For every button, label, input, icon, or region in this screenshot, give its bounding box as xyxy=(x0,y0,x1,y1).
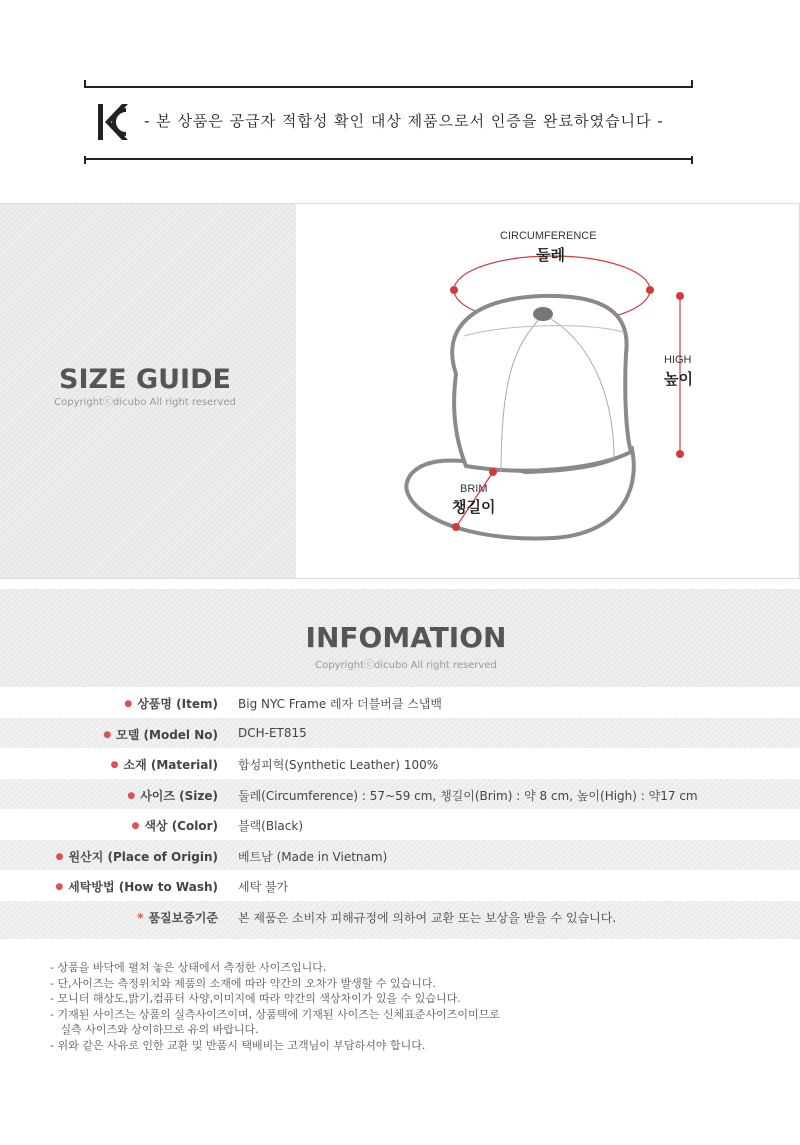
brim-point xyxy=(452,523,460,531)
information-copyright: Copyrightⓒdicubo All right reserved xyxy=(315,660,497,671)
bullet-icon: ● xyxy=(55,882,64,892)
info-key: ● 색상 (Color) xyxy=(131,819,218,833)
brim-label-en: BRIM xyxy=(460,483,488,495)
note-line: - 위와 같은 사유로 인한 교환 및 반품시 택배비는 고객님이 부담하셔야 합니다. xyxy=(50,1038,426,1052)
high-label-ko: 높이 xyxy=(664,370,693,388)
info-value: DCH-ET815 xyxy=(238,725,307,740)
cap-crown-outline xyxy=(452,296,631,471)
height-point xyxy=(676,450,684,458)
information-table xyxy=(0,687,800,939)
bullet-icon: ● xyxy=(131,821,140,831)
cap-button xyxy=(533,307,553,321)
info-row-color xyxy=(0,809,800,840)
note-line: - 상품을 바닥에 펼쳐 놓은 상태에서 측정한 사이즈입니다. xyxy=(50,961,327,974)
circumference-label-ko: 둘레 xyxy=(536,246,565,264)
info-value: 합성피혁(Synthetic Leather) 100% xyxy=(238,758,439,772)
bullet-icon: ● xyxy=(124,699,133,709)
info-key: ● 상품명 (Item) xyxy=(124,697,218,711)
info-value: 세탁 불가 xyxy=(238,880,289,894)
banner-corner-tick xyxy=(84,156,86,164)
info-key: ● 소재 (Material) xyxy=(110,758,218,772)
kc-notice-text: - 본 상품은 공급자 적합성 확인 대상 제품으로서 인증을 완료하였습니다 - xyxy=(144,112,664,130)
banner-corner-tick xyxy=(84,80,86,88)
brim-point xyxy=(489,468,497,476)
info-key: ● 모델 (Model No) xyxy=(103,727,218,742)
info-row-material xyxy=(0,748,800,779)
bullet-icon: ● xyxy=(110,760,119,770)
asterisk-icon: * xyxy=(137,910,144,925)
information-header xyxy=(0,589,800,687)
info-row-model xyxy=(0,718,800,749)
bullet-icon: ● xyxy=(55,851,64,862)
note-line: - 모니터 해상도,밝기,컴퓨터 사양,이미지에 따라 약간의 색상차이가 있을 수 있습니다. xyxy=(50,992,461,1005)
kc-mark-icon xyxy=(96,100,130,144)
info-row-item xyxy=(0,687,800,718)
info-row-origin xyxy=(0,840,800,871)
info-key: ● 세탁방법 (How to Wash) xyxy=(55,880,218,894)
info-value: 블랙(Black) xyxy=(238,819,304,833)
info-row-size xyxy=(0,779,800,810)
info-key: ● 원산지 (Place of Origin) xyxy=(55,849,218,864)
note-line: - 기재된 사이즈는 상품의 실측사이즈이며, 상품택에 기재된 사이즈는 신체표준사이즈이미므로 xyxy=(50,1007,500,1021)
size-guide-diagram-area xyxy=(296,204,800,578)
size-guide-title: SIZE GUIDE xyxy=(59,364,231,395)
circumference-label-en: CIRCUMFERENCE xyxy=(500,230,597,242)
size-guide-panel xyxy=(0,203,800,579)
height-point xyxy=(676,292,684,300)
kc-certification-banner xyxy=(84,86,693,159)
banner-corner-tick xyxy=(691,80,693,88)
information-title: INFOMATION xyxy=(305,621,507,654)
info-value: 베트남 (Made in Vietnam) xyxy=(238,849,388,864)
note-line: 실측 사이즈와 상이하므로 유의 바랍니다. xyxy=(50,1023,259,1036)
info-value: 본 제품은 소비자 피해규정에 의하여 교환 또는 보상을 받을 수 있습니다. xyxy=(238,910,617,925)
info-value: 둘레(Circumference) : 57~59 cm, 챙길이(Brim) : 약 8 cm, 높이(High) : 약17 cm xyxy=(238,788,698,803)
size-guide-copyright: Copyrightⓒdicubo All right reserved xyxy=(54,397,236,408)
circumference-point xyxy=(450,286,458,294)
bullet-icon: ● xyxy=(127,790,136,801)
info-key: * 품질보증기준 xyxy=(137,910,218,925)
info-row-warranty xyxy=(0,901,800,939)
info-value: Big NYC Frame 레자 더블버클 스냅백 xyxy=(238,697,443,711)
banner-corner-tick xyxy=(691,156,693,164)
brim-label-ko: 챙길이 xyxy=(452,498,496,516)
note-line: - 단,사이즈는 측정위치와 제품의 소재에 따라 약간의 오차가 발생할 수 있습니다. xyxy=(50,976,436,990)
info-key: ● 사이즈 (Size) xyxy=(127,788,218,803)
high-label-en: HIGH xyxy=(664,354,692,366)
circumference-point xyxy=(646,286,654,294)
notes-list xyxy=(50,960,790,1053)
bullet-icon: ● xyxy=(103,729,112,740)
info-row-wash xyxy=(0,870,800,901)
size-guide-title-area xyxy=(0,204,296,578)
